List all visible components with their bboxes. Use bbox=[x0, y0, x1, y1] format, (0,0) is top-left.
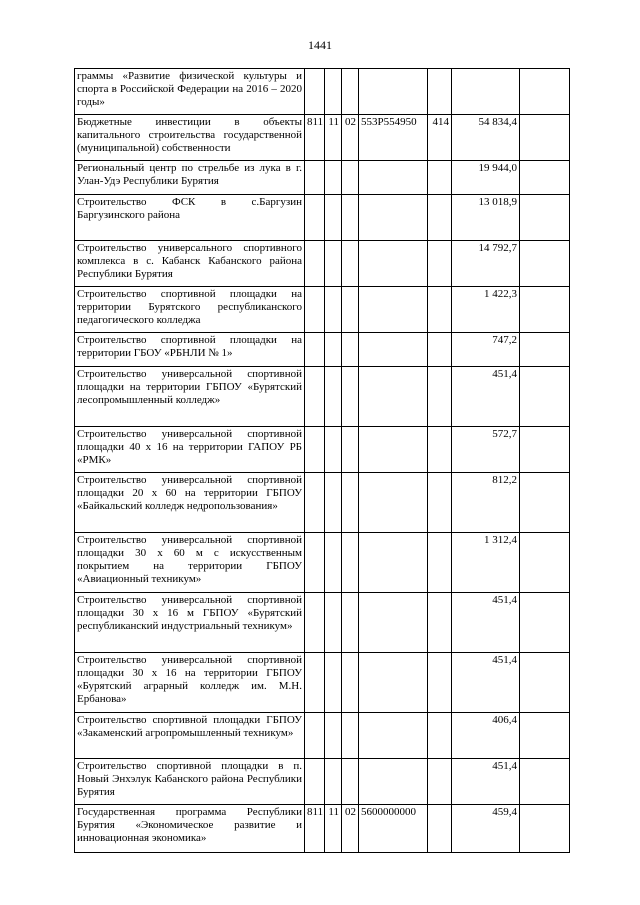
cell-pr bbox=[342, 427, 359, 473]
table-row bbox=[75, 533, 570, 593]
cell-vr bbox=[428, 759, 452, 805]
cell-sum: 14 792,7 bbox=[452, 241, 520, 287]
cell-gr bbox=[305, 533, 325, 593]
cell-rz bbox=[325, 593, 342, 653]
cell-sum: 812,2 bbox=[452, 473, 520, 533]
cell-sum: 54 834,4 bbox=[452, 115, 520, 161]
cell-vr bbox=[428, 533, 452, 593]
cell-vr: 414 bbox=[428, 115, 452, 161]
table-row bbox=[75, 161, 570, 195]
cell-sum: 13 018,9 bbox=[452, 195, 520, 241]
cell-sum: 1 422,3 bbox=[452, 287, 520, 333]
cell-sum: 1 312,4 bbox=[452, 533, 520, 593]
cell-sum bbox=[452, 69, 520, 115]
cell-pr: 02 bbox=[342, 115, 359, 161]
cell-gr: 811 bbox=[305, 805, 325, 853]
cell-gr bbox=[305, 69, 325, 115]
cell-name: Строительство универсальной спортивной площадки 30 х 16 на территории ГБПОУ «Бурятский аграрный колледж им. М.Н. Ербанова» bbox=[75, 653, 305, 713]
cell-gr bbox=[305, 473, 325, 533]
cell-vr bbox=[428, 593, 452, 653]
cell-extra bbox=[520, 195, 570, 241]
cell-cs bbox=[359, 759, 428, 805]
cell-name: Строительство универсальной спортивной площадки 30 х 60 м с искусственным покрытием на территории ГБПОУ «Авиационный техникум» bbox=[75, 533, 305, 593]
cell-rz bbox=[325, 713, 342, 759]
cell-rz: 11 bbox=[325, 805, 342, 853]
cell-name: граммы «Развитие физической культуры и спорта в Российской Федерации на 2016 – 2020 годы» bbox=[75, 69, 305, 115]
cell-rz bbox=[325, 759, 342, 805]
cell-rz bbox=[325, 161, 342, 195]
table-row bbox=[75, 653, 570, 713]
cell-rz bbox=[325, 287, 342, 333]
cell-cs bbox=[359, 713, 428, 759]
cell-extra bbox=[520, 367, 570, 427]
cell-name: Строительство универсальной спортивной площадки 40 х 16 на территории ГАПОУ РБ «РМК» bbox=[75, 427, 305, 473]
cell-vr bbox=[428, 805, 452, 853]
cell-cs bbox=[359, 473, 428, 533]
cell-pr bbox=[342, 367, 359, 427]
cell-vr bbox=[428, 241, 452, 287]
cell-rz bbox=[325, 333, 342, 367]
cell-vr bbox=[428, 161, 452, 195]
cell-gr bbox=[305, 713, 325, 759]
cell-extra bbox=[520, 241, 570, 287]
cell-name: Строительство универсальной спортивной площадки на территории ГБПОУ «Бурятский лесопромышленный колледж» bbox=[75, 367, 305, 427]
cell-sum: 451,4 bbox=[452, 367, 520, 427]
cell-gr bbox=[305, 333, 325, 367]
cell-sum: 19 944,0 bbox=[452, 161, 520, 195]
cell-cs bbox=[359, 241, 428, 287]
cell-extra bbox=[520, 333, 570, 367]
table-row bbox=[75, 593, 570, 653]
cell-cs bbox=[359, 333, 428, 367]
table-row bbox=[75, 69, 570, 115]
table-row bbox=[75, 287, 570, 333]
cell-vr bbox=[428, 367, 452, 427]
cell-name: Строительство спортивной площадки на территории Бурятского республиканского педагогического колледжа bbox=[75, 287, 305, 333]
cell-name: Строительство спортивной площадки на территории ГБОУ «РБНЛИ № 1» bbox=[75, 333, 305, 367]
cell-name: Государственная программа Республики Бурятия «Экономическое развитие и инновационная экономика» bbox=[75, 805, 305, 853]
cell-rz bbox=[325, 367, 342, 427]
cell-vr bbox=[428, 653, 452, 713]
cell-name: Строительство универсальной спортивной площадки 30 х 16 м ГБПОУ «Бурятский республиканский индустриальный техникум» bbox=[75, 593, 305, 653]
cell-pr bbox=[342, 241, 359, 287]
cell-extra bbox=[520, 593, 570, 653]
cell-name: Строительство ФСК в с.Баргузин Баргузинского района bbox=[75, 195, 305, 241]
cell-cs bbox=[359, 287, 428, 333]
cell-extra bbox=[520, 473, 570, 533]
cell-gr bbox=[305, 759, 325, 805]
cell-gr bbox=[305, 195, 325, 241]
cell-cs bbox=[359, 69, 428, 115]
cell-sum: 747,2 bbox=[452, 333, 520, 367]
cell-extra bbox=[520, 287, 570, 333]
cell-cs bbox=[359, 367, 428, 427]
cell-pr bbox=[342, 69, 359, 115]
cell-extra bbox=[520, 759, 570, 805]
cell-gr bbox=[305, 367, 325, 427]
cell-cs bbox=[359, 533, 428, 593]
cell-rz bbox=[325, 195, 342, 241]
cell-gr bbox=[305, 241, 325, 287]
cell-sum: 451,4 bbox=[452, 759, 520, 805]
cell-pr bbox=[342, 593, 359, 653]
cell-extra bbox=[520, 69, 570, 115]
cell-pr bbox=[342, 533, 359, 593]
page-number: 1441 bbox=[308, 38, 332, 52]
cell-cs bbox=[359, 427, 428, 473]
cell-sum: 406,4 bbox=[452, 713, 520, 759]
cell-gr bbox=[305, 287, 325, 333]
cell-rz: 11 bbox=[325, 115, 342, 161]
cell-name: Региональный центр по стрельбе из лука в г. Улан-Удэ Республики Бурятия bbox=[75, 161, 305, 195]
cell-cs bbox=[359, 653, 428, 713]
cell-extra bbox=[520, 653, 570, 713]
table-row bbox=[75, 195, 570, 241]
cell-name: Бюджетные инвестиции в объекты капитального строительства государственной (муниципальной) собственности bbox=[75, 115, 305, 161]
cell-name: Строительство спортивной площадки ГБПОУ «Закаменский агропромышленный техникум» bbox=[75, 713, 305, 759]
budget-table bbox=[74, 68, 570, 853]
cell-extra bbox=[520, 805, 570, 853]
table-row bbox=[75, 241, 570, 287]
cell-cs bbox=[359, 593, 428, 653]
cell-vr bbox=[428, 69, 452, 115]
cell-pr bbox=[342, 333, 359, 367]
cell-rz bbox=[325, 427, 342, 473]
table-row bbox=[75, 115, 570, 161]
cell-vr bbox=[428, 333, 452, 367]
cell-rz bbox=[325, 241, 342, 287]
cell-vr bbox=[428, 473, 452, 533]
cell-pr bbox=[342, 287, 359, 333]
cell-extra bbox=[520, 115, 570, 161]
cell-vr bbox=[428, 287, 452, 333]
cell-gr bbox=[305, 653, 325, 713]
cell-gr bbox=[305, 427, 325, 473]
table-row bbox=[75, 367, 570, 427]
cell-pr bbox=[342, 713, 359, 759]
cell-cs bbox=[359, 161, 428, 195]
cell-vr bbox=[428, 427, 452, 473]
cell-extra bbox=[520, 161, 570, 195]
table-row bbox=[75, 427, 570, 473]
cell-gr bbox=[305, 161, 325, 195]
cell-extra bbox=[520, 427, 570, 473]
cell-extra bbox=[520, 533, 570, 593]
cell-sum: 451,4 bbox=[452, 653, 520, 713]
cell-rz bbox=[325, 653, 342, 713]
cell-pr bbox=[342, 473, 359, 533]
table-row bbox=[75, 759, 570, 805]
cell-cs bbox=[359, 195, 428, 241]
cell-pr bbox=[342, 161, 359, 195]
table-row bbox=[75, 805, 570, 853]
cell-vr bbox=[428, 195, 452, 241]
cell-pr: 02 bbox=[342, 805, 359, 853]
cell-pr bbox=[342, 759, 359, 805]
cell-pr bbox=[342, 195, 359, 241]
table-row bbox=[75, 333, 570, 367]
cell-pr bbox=[342, 653, 359, 713]
cell-rz bbox=[325, 533, 342, 593]
cell-extra bbox=[520, 713, 570, 759]
cell-sum: 459,4 bbox=[452, 805, 520, 853]
cell-name: Строительство универсальной спортивной площадки 20 х 60 на территории ГБПОУ «Байкальский колледж недропользования» bbox=[75, 473, 305, 533]
cell-sum: 451,4 bbox=[452, 593, 520, 653]
cell-name: Строительство универсального спортивного комплекса в с. Кабанск Кабанского района Республики Бурятия bbox=[75, 241, 305, 287]
cell-cs: 5600000000 bbox=[359, 805, 428, 853]
cell-name: Строительство спортивной площадки в п. Новый Энхэлук Кабанского района Республики Бурятия bbox=[75, 759, 305, 805]
table-row bbox=[75, 473, 570, 533]
cell-sum: 572,7 bbox=[452, 427, 520, 473]
cell-cs: 553Р554950 bbox=[359, 115, 428, 161]
cell-gr bbox=[305, 593, 325, 653]
table-row bbox=[75, 713, 570, 759]
cell-gr: 811 bbox=[305, 115, 325, 161]
cell-vr bbox=[428, 713, 452, 759]
cell-rz bbox=[325, 473, 342, 533]
cell-rz bbox=[325, 69, 342, 115]
